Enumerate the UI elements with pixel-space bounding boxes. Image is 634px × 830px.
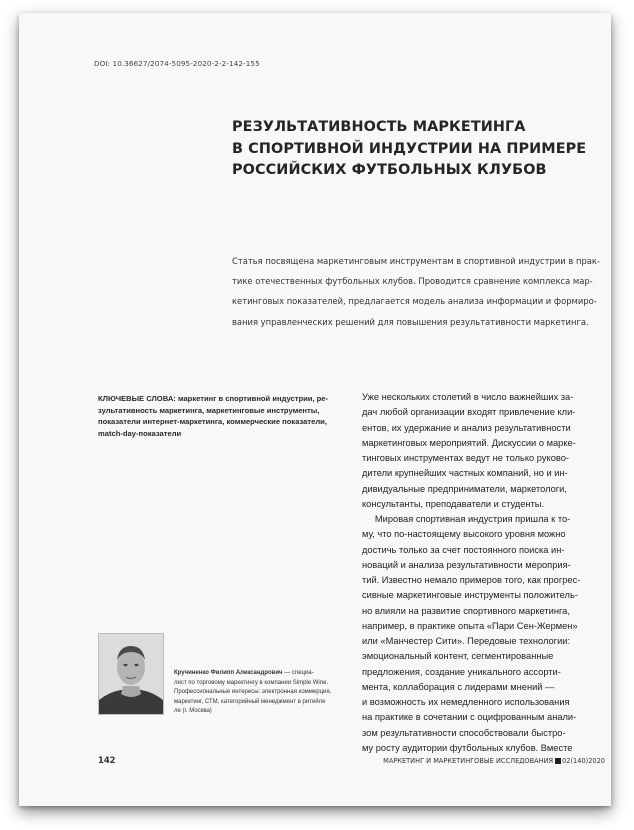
body-line: или «Манчестер Сити». Передовые технологии: [362, 636, 571, 646]
title-line: РОССИЙСКИХ ФУТБОЛЬНЫХ КЛУБОВ [232, 162, 547, 178]
abstract-line: тике отечественных футбольных клубов. Проводится сравнение комплекса мар- [232, 276, 593, 287]
body-line: ентов, их удержание и анализ результативности [362, 422, 571, 433]
body-line: Уже нескольких столетий в число важнейших за- [362, 392, 574, 402]
keywords-line: зультативность маркетинга, маркетинговые инструменты, [98, 405, 320, 415]
body-text [362, 390, 607, 756]
author-portrait-image [99, 634, 163, 714]
author-bio-line: Профессиональные интересы: электронная коммерция, [174, 689, 332, 696]
abstract-line: кетинговых показателей, предлагается модель анализа информации и формиро- [232, 296, 597, 307]
body-line: му росту аудитории футбольных клубов. Вместе [362, 742, 573, 753]
square-bullet-icon [555, 758, 561, 764]
author-photo [98, 633, 164, 715]
body-line: Мировая спортивная индустрия пришла к то- [362, 514, 571, 524]
body-line: сивные маркетинговые инструменты положитель- [362, 590, 578, 601]
title-line: РЕЗУЛЬТАТИВНОСТЬ МАРКЕТИНГА [232, 119, 526, 135]
abstract-line: Статья посвящена маркетинговым инструментам в спортивной индустрии в прак- [232, 256, 600, 266]
body-line: например, в практике опыта «Пари Сен-Жермен» [362, 620, 578, 631]
page-number: 142 [98, 755, 116, 765]
body-line: тий. Известно немало примеров того, как прогрес- [362, 575, 581, 585]
body-line: достичь только за счет постоянного поиска ин- [362, 544, 565, 555]
body-line: но влияли на развитие спортивного маркетинга, [362, 605, 570, 616]
body-line: тинговых инструментах ведут не только руково- [362, 453, 569, 463]
author-bio-line: лист по торговому маркетингу в компании Simple Wine. [174, 679, 329, 686]
author-bio [174, 669, 339, 717]
body-line: зом результативности способствовали быстро- [362, 727, 566, 738]
body-line: консультанты, преподаватели и студенты. [362, 498, 545, 509]
article-title [232, 117, 612, 182]
body-line: маркетинговых мероприятий. Дискуссии о марке- [362, 437, 576, 448]
body-line: дители крупнейших частных компаний, но и ин- [362, 468, 568, 479]
doi-text: DOI: 10.36627/2074-5095-2020-2-2-142-155 [94, 59, 260, 68]
journal-name: МАРКЕТИНГ И МАРКЕТИНГОВЫЕ ИССЛЕДОВАНИЯ [383, 757, 554, 765]
author-bio-line: маркетинг, СТМ, категорийный менеджмент в ритейле [174, 698, 326, 705]
body-line: новаций и анализа результативности мероприя- [362, 559, 571, 570]
journal-issue: 02(140)2020 [562, 757, 605, 765]
journal-footer [379, 757, 605, 765]
body-line: дач любой организации входят привлечение кли- [362, 407, 576, 418]
author-bio-line: ле (г. Москва) [174, 708, 212, 715]
body-line: и возможность их немедленного использования [362, 697, 570, 707]
abstract-line: вания управленческих решений для повышения результативности маркетинга. [232, 316, 589, 327]
keywords-line: match-day-показатели [98, 428, 182, 438]
keywords-line: показатели интернет-маркетинга, коммерческие показатели, [98, 417, 327, 427]
title-line: В СПОРТИВНОЙ ИНДУСТРИИ НА ПРИМЕРЕ [232, 140, 587, 157]
journal-page [19, 13, 611, 806]
keywords-line: КЛЮЧЕВЫЕ СЛОВА: маркетинг в спортивной индустрии, ре- [98, 394, 329, 403]
body-line: мента, коллаборация с лидерами мнений — [362, 681, 555, 692]
body-line: эмоциональный контент, сегментированные [362, 651, 554, 662]
author-name: Кручиненко Филипп Александрович [174, 670, 283, 676]
body-line: на практике в сочетании с оцифрованным анали- [362, 712, 577, 723]
author-bio-line: — специа- [284, 670, 314, 676]
abstract [232, 251, 607, 332]
body-line: дивидуальные предприниматели, маркетологи, [362, 483, 567, 494]
body-line: му, что по-настоящему высокого уровня можно [362, 529, 566, 540]
keywords [98, 393, 338, 439]
body-line: предложения, создание уникального ассорти- [362, 666, 561, 677]
